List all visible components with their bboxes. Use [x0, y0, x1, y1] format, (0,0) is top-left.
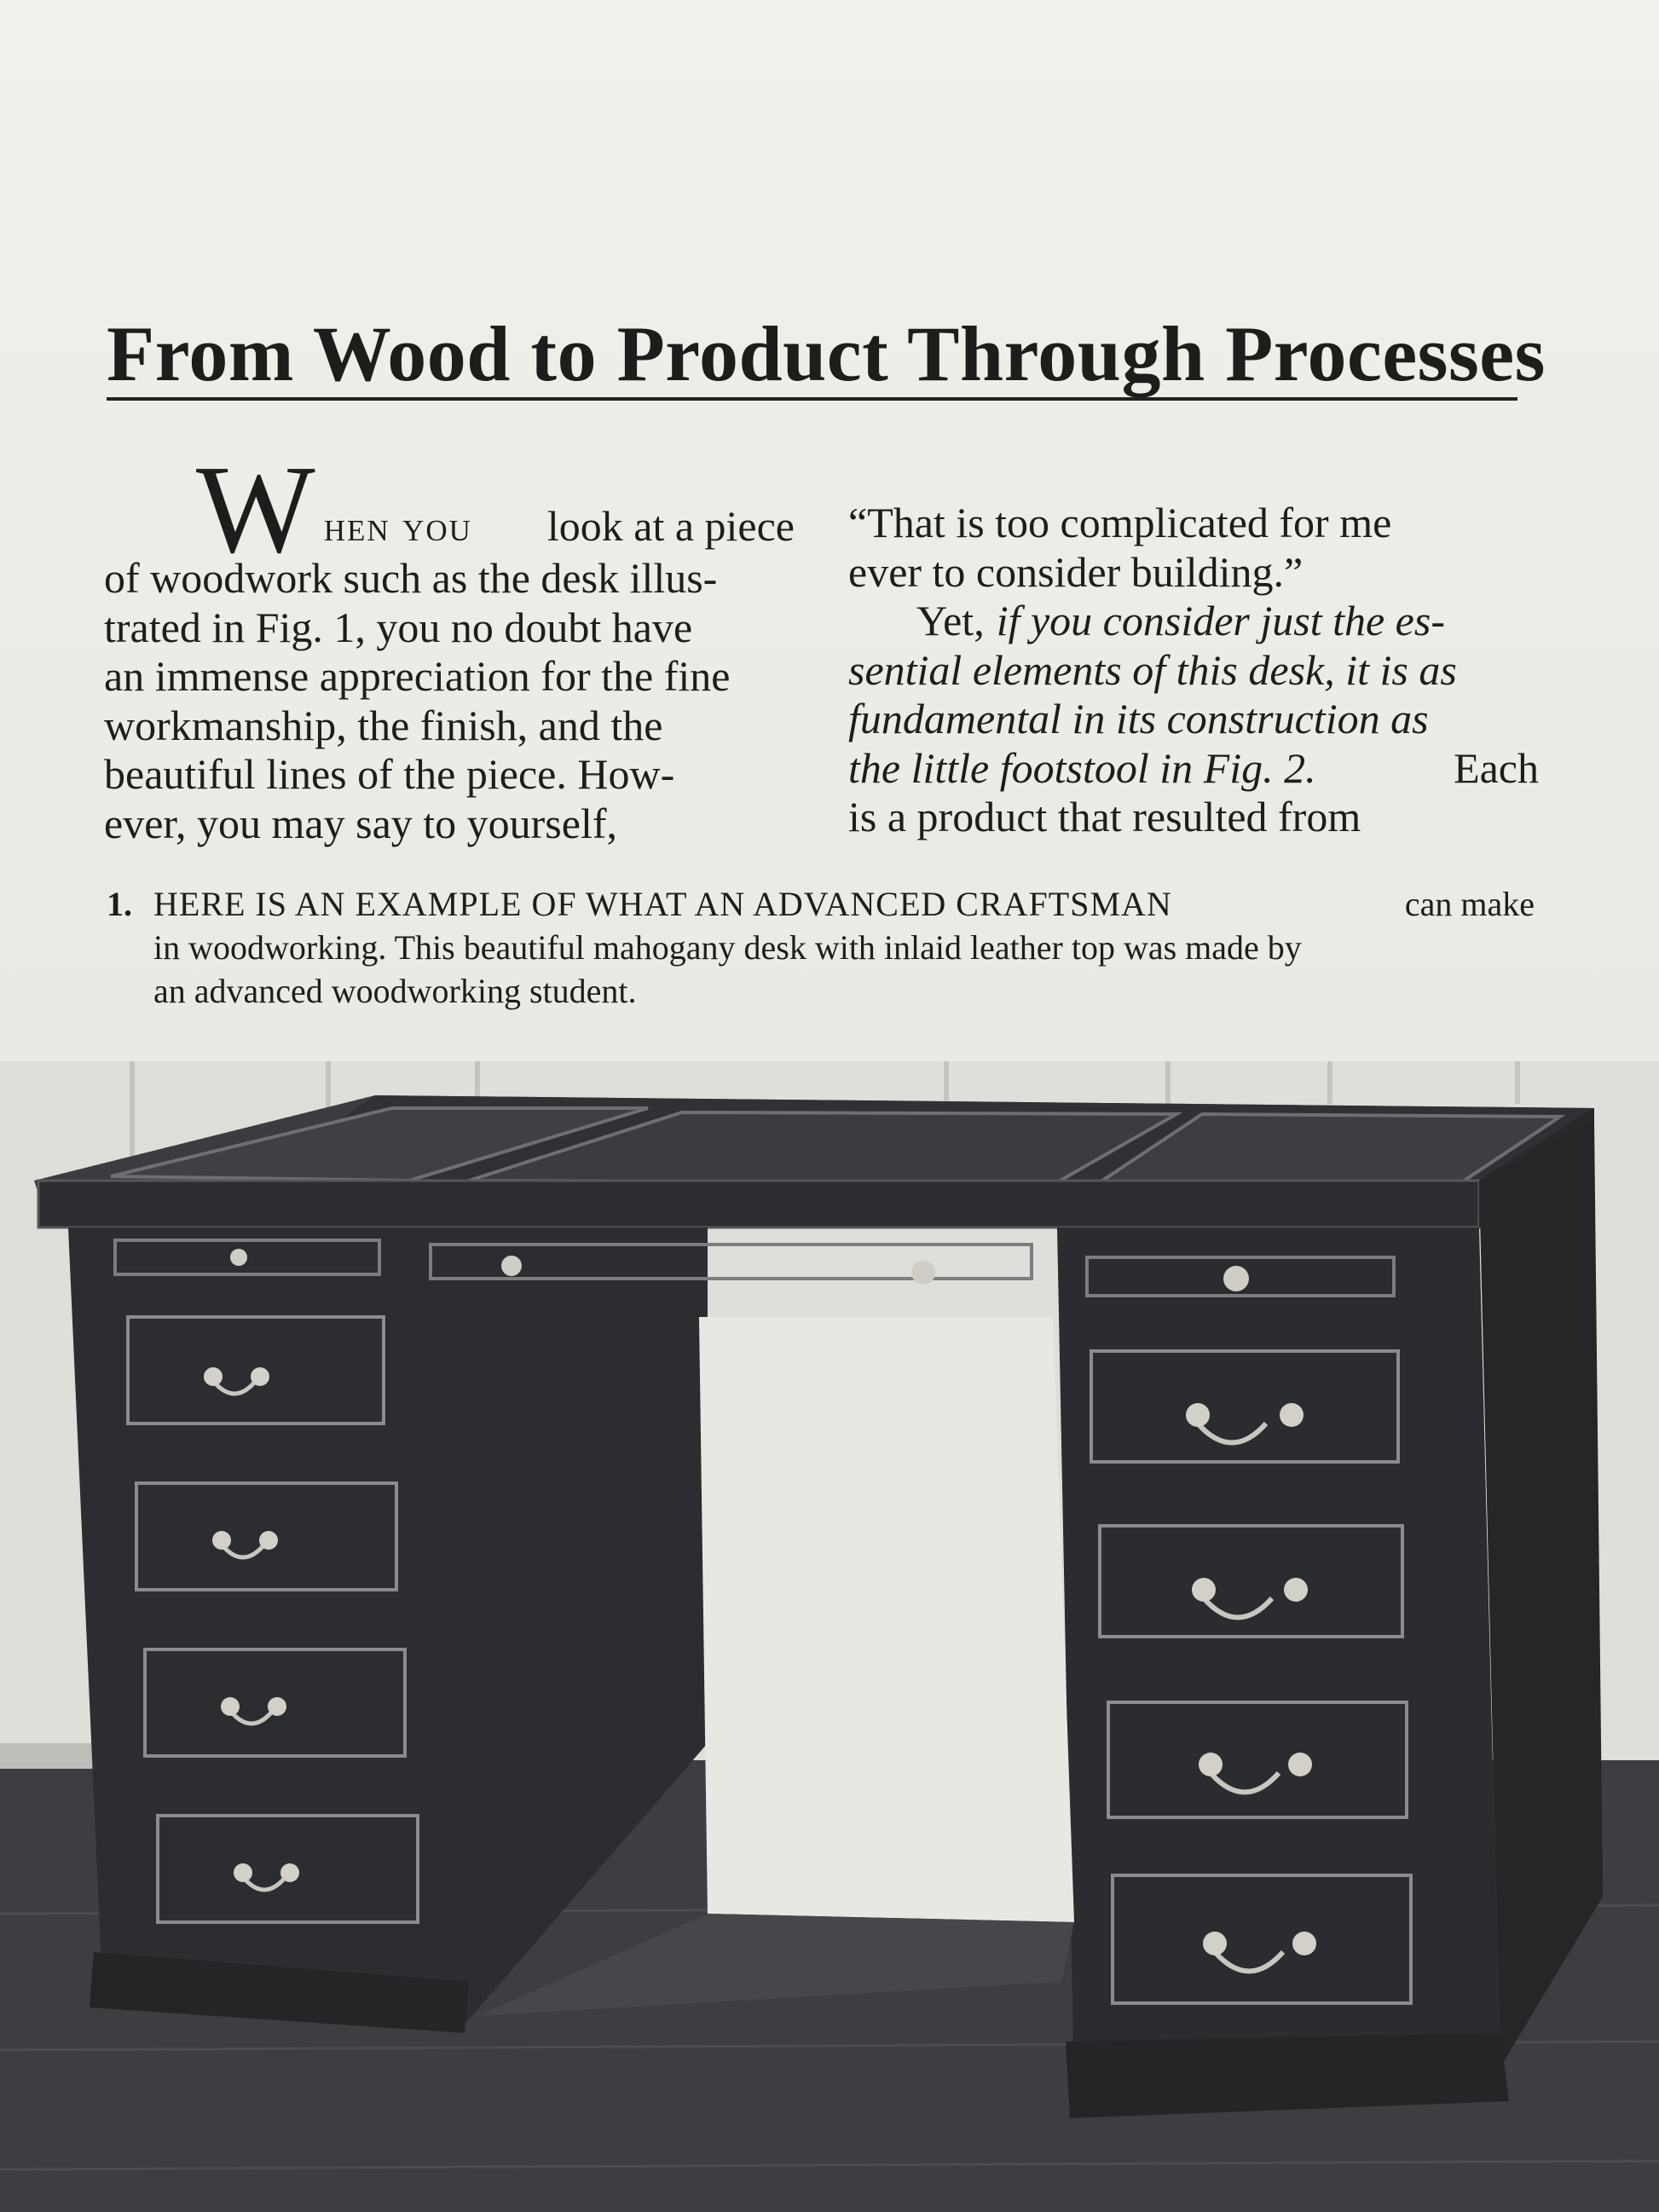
right-pedestal-side: [1479, 1121, 1603, 2067]
text-line: [848, 597, 1539, 646]
text-line-content: an immense appreciation for the fine: [104, 652, 731, 700]
right-column: [848, 499, 1539, 842]
desk-illustration: [0, 1061, 1659, 2212]
caption-line: [153, 882, 1535, 926]
text-line: [104, 554, 795, 604]
text-line-content: is a product that resulted from: [848, 793, 1361, 840]
page-title: From Wood to Product Through Processes: [107, 310, 1546, 397]
text-line-italic: the little footstool in Fig. 2.: [848, 743, 1316, 792]
figure-caption: [107, 882, 1535, 1013]
caption-line: [153, 926, 1535, 969]
text-line-content: “That is too complicated for me: [848, 499, 1392, 546]
text-line: [848, 646, 1539, 696]
text-line: [104, 800, 795, 849]
title-underline: [107, 397, 1517, 401]
text-line-content: sential elements of this desk, it is as: [848, 645, 1457, 694]
text-line: [848, 793, 1539, 842]
text-line-content: beautiful lines of the piece. How-: [104, 750, 675, 798]
drop-cap: W: [196, 440, 315, 580]
smallcaps-lead: hen you: [323, 501, 472, 550]
baseboard: [0, 1743, 102, 1769]
text-line: [848, 744, 1539, 794]
text-line: [104, 604, 795, 653]
text-line-roman: Each: [1454, 743, 1539, 792]
text-line-roman: Yet,: [916, 597, 985, 644]
desk-photo: [0, 1061, 1659, 2212]
text-line: [104, 750, 795, 800]
text-line: [104, 702, 795, 751]
text-line-content: ever, you may say to yourself,: [104, 799, 618, 847]
desk-top-edge: [38, 1181, 1479, 1227]
caption-line-text: in woodworking. This beautiful mahogany desk with inlaid leather top was made by: [153, 928, 1302, 967]
left-column: [104, 440, 795, 848]
text-line: [848, 695, 1539, 744]
text-line-content: fundamental in its construction as: [848, 695, 1429, 742]
caption-caps: HERE IS AN EXAMPLE OF WHAT AN ADVANCED CRAFTSMAN: [153, 885, 1172, 923]
first-line-rest: look at a piece: [546, 501, 795, 550]
text-line-content: trated in Fig. 1, you no doubt have: [104, 603, 693, 651]
text-line: [104, 652, 795, 702]
caption-rest: can make: [1404, 885, 1535, 923]
text-line-content: ever to consider building.”: [848, 547, 1304, 596]
caption-line-text: an advanced woodworking student.: [153, 972, 637, 1010]
text-line: [848, 548, 1539, 598]
figure-number: 1.: [107, 885, 132, 923]
text-line: [848, 499, 1539, 548]
text-line-content: of woodwork such as the desk illus-: [104, 554, 718, 602]
text-line-italic: if you consider just the es-: [996, 597, 1445, 644]
caption-line: [153, 969, 1535, 1013]
kneehole: [699, 1317, 1074, 1922]
text-line-content: workmanship, the finish, and the: [104, 701, 663, 749]
